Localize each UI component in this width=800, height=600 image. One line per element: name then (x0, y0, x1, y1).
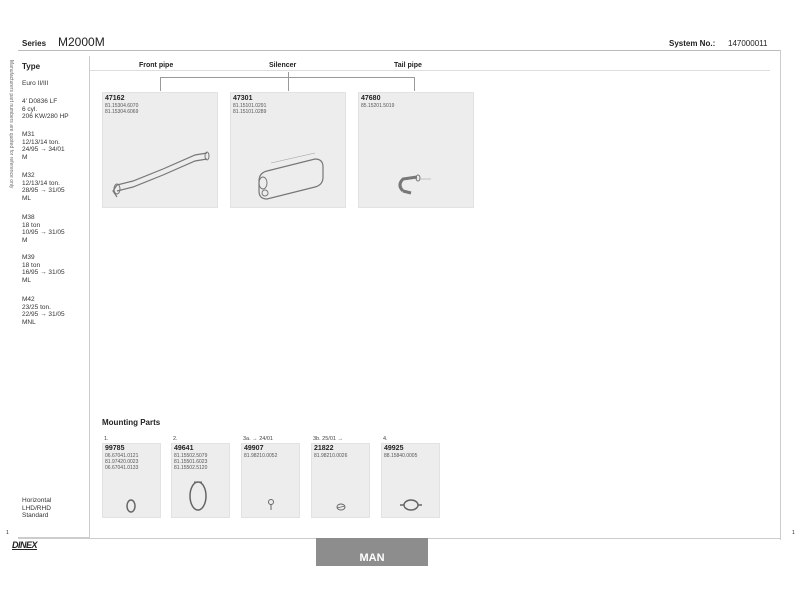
part-card-tail-pipe[interactable] (358, 92, 474, 208)
oe-numbers: 81.15502.5079 81.15501.6023 81.15502.5120 (174, 453, 208, 471)
page-number-left: 1 (6, 530, 9, 536)
part-number: 47301 (233, 95, 253, 102)
type-m42: M42 23/25 ton. 22/95 → 31/05 MNL (22, 296, 65, 326)
tail-pipe-heading: Tail pipe (394, 62, 422, 69)
mount-index: 2. (173, 436, 178, 442)
page-number-right: 1 (792, 530, 795, 536)
mounting-parts-title: Mounting Parts (102, 418, 161, 427)
side-note: Manufacturers part numbers are quoted for reference only (8, 60, 14, 189)
header-divider (18, 50, 780, 51)
series-label: Series (22, 39, 47, 48)
oe-numbers: 81.15101.0291 81.15101.0289 (233, 103, 267, 115)
dinex-logo: DINEX (12, 540, 38, 550)
mount-card-4[interactable] (381, 443, 440, 518)
brand-tab[interactable]: MAN (316, 538, 428, 566)
front-pipe-drawing (103, 93, 219, 209)
part-number: 21822 (314, 445, 334, 452)
part-number: 49925 (384, 445, 404, 452)
type-m31: M31 12/13/14 ton. 24/95 → 34/01 M (22, 131, 65, 161)
silencer-drawing (231, 93, 347, 209)
oe-numbers: 81.98210.0052 (244, 453, 278, 459)
type-m38: M38 18 ton 10/95 → 31/05 M (22, 214, 65, 244)
bracket-tick (288, 72, 289, 91)
mount-index: 4. (383, 436, 388, 442)
oe-numbers: 85.15201.5019 (361, 103, 395, 109)
part-number: 49641 (174, 445, 194, 452)
bolt-drawing (242, 444, 301, 519)
part-number: 47162 (105, 95, 125, 102)
part-number: 99785 (105, 445, 125, 452)
tail-pipe-drawing (359, 93, 475, 209)
mount-card-3b[interactable] (311, 443, 370, 518)
part-card-silencer[interactable] (230, 92, 346, 208)
clamp-drawing (103, 444, 162, 519)
bracket-tick (414, 77, 415, 91)
oe-numbers: 06.67041.0121 81.97420.0023 06.67041.0133 (105, 453, 139, 471)
bracket-tick (160, 77, 161, 91)
type-title: Type (22, 62, 41, 71)
oe-numbers: 81.98210.0026 (314, 453, 348, 459)
system-number-label: System No.: (669, 39, 716, 48)
mount-index: 3b. 25/01 → (313, 436, 343, 442)
oe-numbers: 88.15840.0005 (384, 453, 418, 459)
silencer-heading: Silencer (269, 62, 297, 69)
nut-drawing (312, 444, 371, 519)
oe-numbers: 81.15304.6070 81.15304.6069 (105, 103, 139, 115)
mount-index: 1. (104, 436, 109, 442)
series-value: M2000M (58, 35, 105, 49)
type-engine: 4' D0836 LF 6 cyl. 206 KW/280 HP (22, 98, 69, 121)
type-m39: M39 18 ton 16/95 → 31/05 ML (22, 254, 65, 284)
front-pipe-heading: Front pipe (139, 62, 174, 69)
mount-card-3a[interactable] (241, 443, 300, 518)
part-number: 47680 (361, 95, 381, 102)
mount-card-1[interactable] (102, 443, 161, 518)
system-number-value: 147000011 (728, 39, 768, 48)
type-euro: Euro II/III (22, 80, 49, 87)
type-footer: Horizontal LHD/RHD Standard (22, 497, 52, 520)
bracket-drawing (172, 444, 231, 519)
mount-card-2[interactable] (171, 443, 230, 518)
type-m32: M32 12/13/14 ton. 28/95 → 31/05 ML (22, 172, 65, 202)
right-border (780, 50, 781, 540)
column-divider (90, 70, 770, 71)
part-number: 49907 (244, 445, 264, 452)
mount-index: 3a. → 24/01 (243, 436, 273, 442)
part-card-front-pipe[interactable] (102, 92, 218, 208)
gasket-drawing (382, 444, 441, 519)
